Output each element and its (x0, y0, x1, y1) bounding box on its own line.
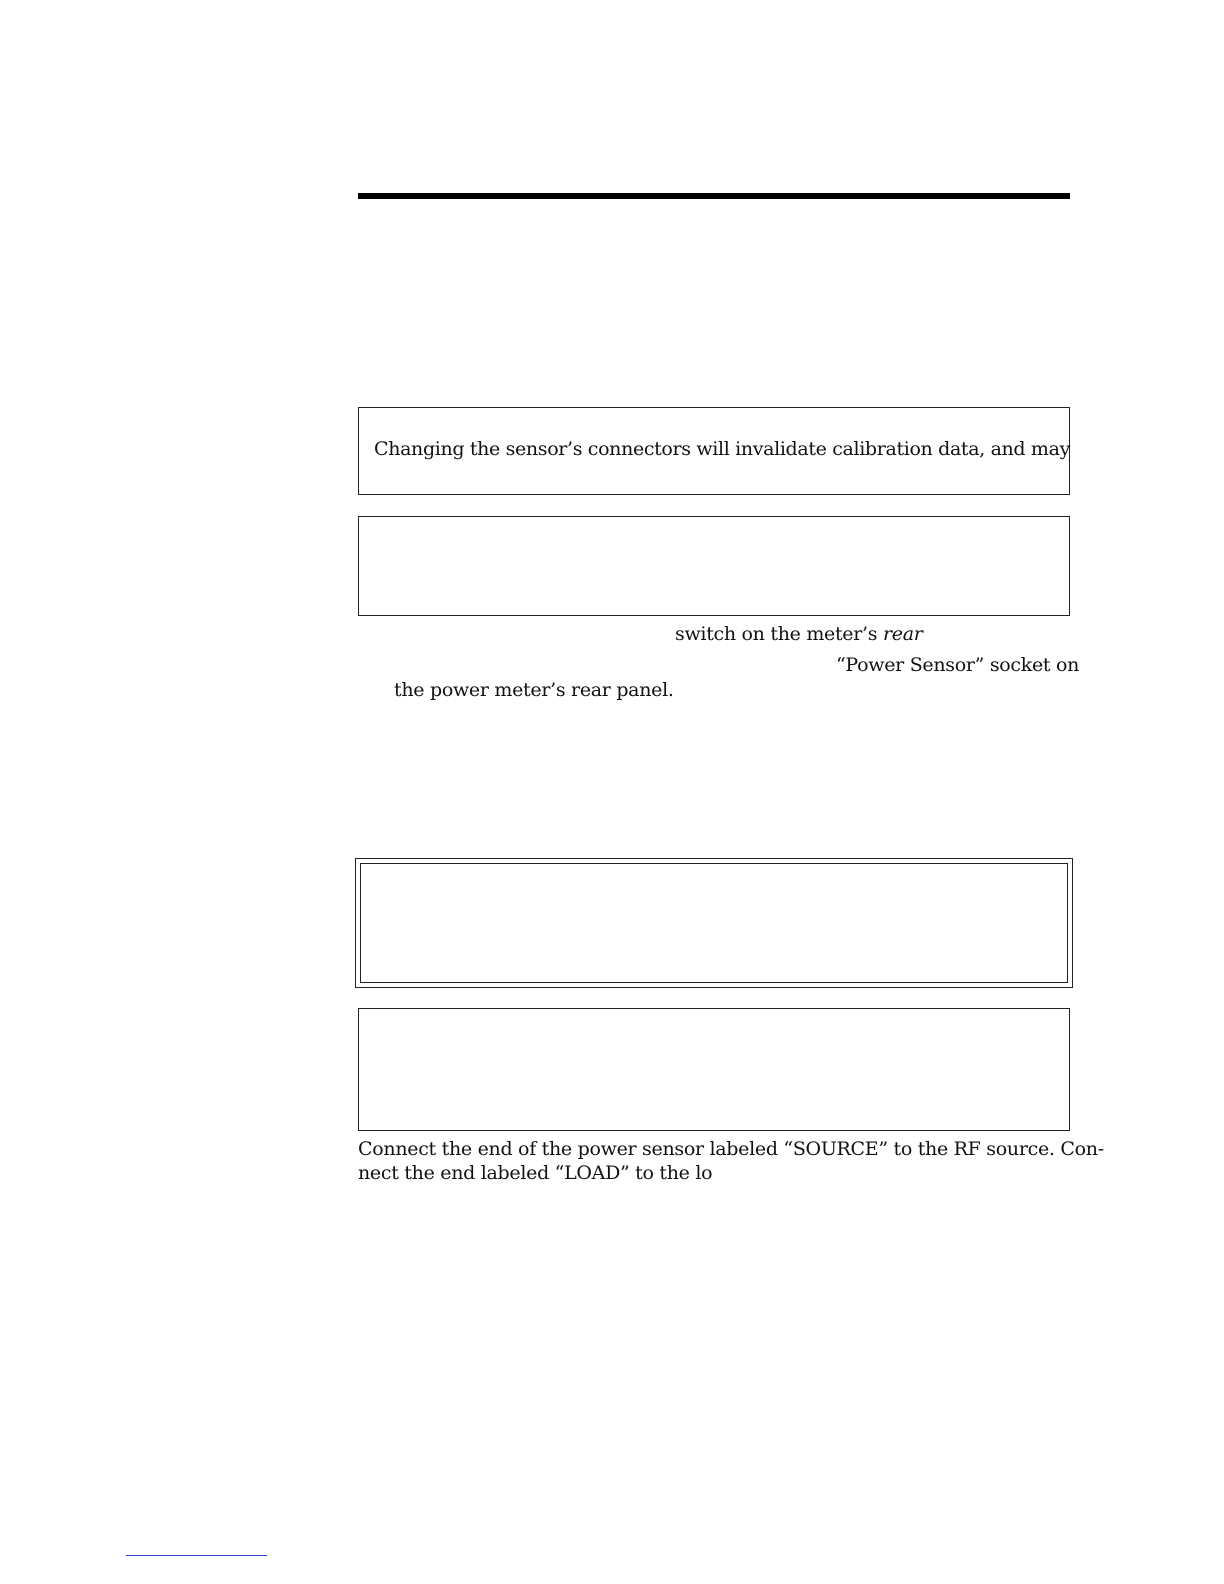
switch-instruction (675, 621, 923, 647)
socket-instruction: “Power Sensor” socket on (836, 654, 1080, 676)
warning-box-inner-border (360, 863, 1068, 983)
footer-link-underline[interactable] (126, 1555, 267, 1556)
switch-instruction-text: switch on the meter’s (675, 623, 883, 645)
warning-box (355, 858, 1073, 988)
rear-panel-instruction: the power meter’s rear panel. (394, 679, 674, 701)
info-box (358, 1008, 1070, 1131)
caution-text: Changing the sensor’s connectors will invalidate calibration data, and may (374, 438, 1070, 460)
connect-paragraph-line-2: nect the end labeled “LOAD” to the lo (358, 1162, 713, 1184)
caution-box (358, 407, 1070, 495)
rear-emphasis: rear (882, 623, 923, 645)
section-rule (358, 193, 1070, 199)
note-box (358, 516, 1070, 616)
connect-paragraph-line-1: Connect the end of the power sensor labeled “SOURCE” to the RF source. Con- (358, 1138, 1104, 1160)
